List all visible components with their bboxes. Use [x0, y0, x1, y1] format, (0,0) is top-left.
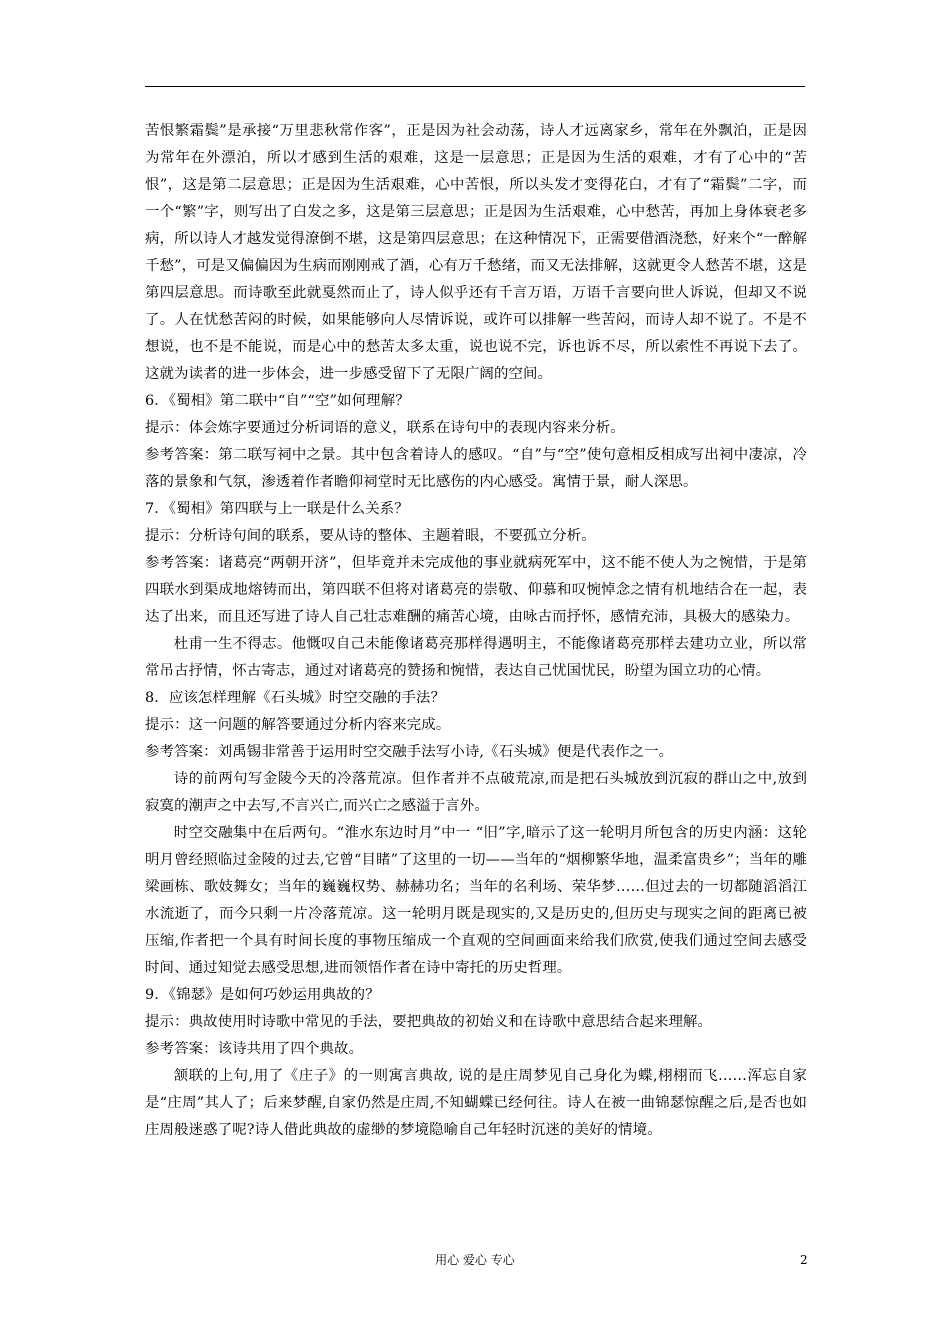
- hint-8: 提示：这一问题的解答要通过分析内容来完成。: [145, 717, 451, 733]
- answer-6: 参考答案：第二联写祠中之景。其中包含着诗人的感叹。“自”与“空”使句意相反相成写出祠中凄凉，冷落的景象和气氛，渗透着作者瞻仰祠堂时无比感伤的内心感受。寓情于景，耐人深思。: [145, 447, 807, 490]
- paragraph: 苦恨繁霜鬓”是承接“万里悲秋常作客”，正是因为社会动荡，诗人才远离家乡，常年在外飘泊，正是因为常年在外漂泊，所以才感到生活的艰难，这是一层意思；正是因为生活的艰难，才有了心中的“苦恨”，这是第二层意思；正是因为生活艰难，心中苦恨，所以头发才变得花白，才有了“霜鬓”二字，而一个“繁”字，则写出了白发之多，这是第三层意思；正是因为生活艰难，心中愁苦，再加上身体衰老多病，所以诗人才越发觉得潦倒不堪，这是第四层意思；在这种情况下，正需要借酒浇愁，好来个“一醉解千愁”，可是又偏偏因为生病而刚刚戒了酒，心有万千愁绪，而又无法排解，这就更令人愁苦不堪，这是第四层意思。而诗歌至此就戛然而止了，诗人似乎还有千言万语，万语千言要向世人诉说，但却又不说了。人在忧愁苦闷的时候，如果能够向人尽情诉说，或许可以排解一些苦闷，而诗人却不说了。不是不想说，也不是不能说，而是心中的愁苦太多太重，说也说不完，诉也诉不尽，所以索性不再说下去了。这就为读者的进一步体会，进一步感受留下了无限广阔的空间。: [145, 123, 807, 382]
- paragraph: 颔联的上句,用了《庄子》的一则寓言典故, 说的是庄周梦见自己身化为蝶,栩栩而飞……浑忘自家是“庄周”其人了；后来梦醒,自家仍然是庄周,不知蝴蝶已经何往。诗人在被一曲锦瑟惊醒之后,是否也如庄周般迷惑了呢?诗人借此典故的虚缈的梦境隐喻自己年轻时沉迷的美好的情境。: [145, 1068, 807, 1138]
- question-6: 6．《蜀相》第二联中“自”“空”如何理解？: [145, 393, 410, 409]
- header-rule: [145, 86, 805, 87]
- hint-6: 提示：体会炼字要通过分析词语的意义，联系在诗句中的表现内容来分析。: [145, 420, 625, 436]
- document-body: [145, 118, 807, 1144]
- paragraph: 杜甫一生不得志。他慨叹自己未能像诸葛亮那样得遇明主，不能像诸葛亮那样去建功立业，所以常常吊古抒情，怀古寄志，通过对诸葛亮的赞扬和惋惜，表达自己忧国忧民，盼望为国立功的心情。: [145, 636, 807, 679]
- question-9: 9．《锦瑟》是如何巧妙运用典故的？: [145, 987, 380, 1003]
- answer-7: 参考答案：诸葛亮“两朝开济”，但毕竟并未完成他的事业就病死军中，这不能不使人为之惋惜，于是第四联水到渠成地熔铸而出，第四联不但将对诸葛亮的崇敬、仰慕和叹惋悼念之情有机地结合在一起，表达了出来，而且还写进了诗人自己壮志难酬的痛苦心境，由咏古而抒怀，感情充沛，具极大的感染力。: [145, 555, 807, 625]
- hint-7: 提示：分析诗句间的联系，要从诗的整体、主题着眼，不要孤立分析。: [145, 528, 596, 544]
- page-number: 2: [800, 1253, 808, 1267]
- answer-9: 参考答案：该诗共用了四个典故。: [145, 1041, 364, 1057]
- paragraph: 时空交融集中在后两句。“淮水东边时月”中一 “旧”字,暗示了这一轮明月所包含的历史内涵：这轮明月曾经照临过金陵的过去,它曾“目睹”了这里的一切——当年的“烟柳繁华地，温柔富贵乡”；当年的雕梁画栋、歌妓舞女；当年的巍巍权势、赫赫功名；当年的名利场、荣华梦……但过去的一切都随滔滔江水流逝了，而今只剩一片冷落荒凉。这一轮明月既是现实的,又是历史的,但历史与现实之间的距离已被压缩,作者把一个具有时间长度的事物压缩成一个直观的空间画面来给我们欣赏,使我们通过空间去感受时间、通过知觉去感受思想,进而领悟作者在诗中寄托的历史哲理。: [145, 825, 807, 976]
- question-7: 7．《蜀相》第四联与上一联是什么关系？: [145, 501, 409, 517]
- hint-9: 提示：典故使用时诗歌中常见的手法，要把典故的初始义和在诗歌中意思结合起来理解。: [145, 1014, 713, 1030]
- paragraph: 诗的前两句写金陵今天的冷落荒凉。但作者并不点破荒凉,而是把石头城放到沉寂的群山之中,放到寂寞的潮声之中去写,不言兴亡,而兴亡之感溢于言外。: [145, 771, 807, 814]
- answer-8: 参考答案：刘禹锡非常善于运用时空交融手法写小诗,《石头城》便是代表作之一。: [145, 744, 674, 760]
- question-8: 8．应该怎样理解《石头城》时空交融的手法？: [145, 690, 446, 706]
- page-footer: [0, 1250, 950, 1270]
- footer-slogan: 用心 爱心 专心: [435, 1253, 515, 1267]
